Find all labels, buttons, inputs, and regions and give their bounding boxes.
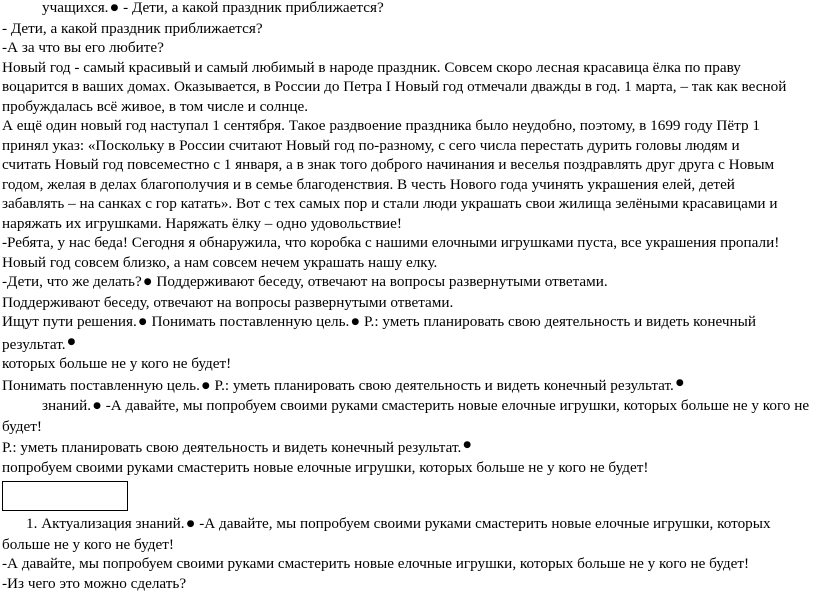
text-line: пробуждалась всё живое, в том числе и солнце. <box>2 97 814 117</box>
text-line <box>2 396 814 417</box>
text-fragment: Понимать поставленную цель. <box>148 313 350 330</box>
text-line: больше не у кого не будет! <box>2 535 814 555</box>
text-fragment: Р.: уметь планировать свою деятельность и видеть конечный <box>360 313 756 330</box>
text-line: принял указ: «Поскольку в России считают Новый год по-разному, с сего числа перестать дурить головы людям и <box>2 136 814 156</box>
bullet-icon: ● <box>351 317 359 327</box>
bullet-icon: ● <box>202 381 210 391</box>
text-fragment: -А давайте, мы попробуем своими руками смастерить новые елочные игрушки, которых больше не у кого не <box>102 397 809 414</box>
text-line <box>2 436 814 458</box>
text-line <box>2 333 814 355</box>
bullet-icon: ● <box>676 378 684 388</box>
text-line: -Ребята, у нас беда! Сегодня я обнаружила, что коробка с нашими елочными игрушками пуста, все украшения пропали! <box>2 233 814 253</box>
text-line <box>2 374 814 397</box>
text-line: Поддерживают беседу, отвечают на вопросы развернутыми ответами. <box>2 293 814 313</box>
text-fragment: Р.: уметь планировать свою деятельность и видеть конечный результат. <box>2 439 461 456</box>
document-body <box>2 0 814 593</box>
text-line <box>2 312 814 333</box>
text-fragment: знаний. <box>42 397 91 414</box>
text-line: -А давайте, мы попробуем своими руками смастерить новые елочные игрушки, которых больше не у кого не будет! <box>2 554 814 574</box>
text-line <box>2 0 814 19</box>
empty-frame <box>2 481 128 511</box>
text-fragment: учащихся. <box>42 0 108 16</box>
text-line: Новый год совсем близко, а нам совсем нечем украшать нашу елку. <box>2 253 814 273</box>
text-fragment: - Дети, а какой праздник приближается? <box>119 0 383 16</box>
text-fragment: Поддерживают беседу, отвечают на вопросы развернутыми ответами. <box>153 273 608 290</box>
bullet-icon: ● <box>68 337 76 347</box>
bullet-icon: ● <box>187 519 195 529</box>
text-line: будет! <box>2 417 814 437</box>
text-line: которых больше не у кого не будет! <box>2 354 814 374</box>
text-line: воцарится в ваших домах. Оказывается, в России до Петра I Новый год отмечали дважды в год. 1 марта, – так как весной <box>2 77 814 97</box>
text-fragment: Р.: уметь планировать свою деятельность и видеть конечный результат. <box>211 377 674 394</box>
text-line: -А за что вы его любите? <box>2 38 814 58</box>
text-line: забавлять – на санках с гор катать». Вот с тех самых пор и стали люди украшать свои жилища зелёными красавицами и <box>2 194 814 214</box>
text-line: Новый год - самый красивый и самый любимый в народе праздник. Совсем скоро лесная красавица ёлка по праву <box>2 58 814 78</box>
text-line: наряжать их игрушками. Наряжать ёлку – одно удовольствие! <box>2 214 814 234</box>
text-fragment: -А давайте, мы попробуем своими руками смастерить новые елочные игрушки, которых <box>195 515 770 532</box>
bullet-icon: ● <box>463 440 471 450</box>
text-line: годом, желая в делах благополучия и в семье благоденствия. В честь Нового года учинять украшения елей, детей <box>2 175 814 195</box>
text-fragment: результат. <box>2 336 66 353</box>
text-line: считать Новый год повсеместно с 1 января, а в знак того доброго начинания и веселья поздравлять друг друга с Новым <box>2 155 814 175</box>
text-line: -Из чего это можно сделать? <box>2 574 814 593</box>
text-fragment: Понимать поставленную цель. <box>2 377 200 394</box>
bullet-icon: ● <box>144 277 152 287</box>
text-fragment: -Дети, что же делать? <box>2 273 142 290</box>
text-fragment: 1. Актуализация знаний. <box>26 515 185 532</box>
text-line: - Дети, а какой праздник приближается? <box>2 19 814 39</box>
bullet-icon: ● <box>110 3 118 13</box>
text-line <box>2 272 814 293</box>
bullet-icon: ● <box>93 401 101 411</box>
bullet-icon: ● <box>139 317 147 327</box>
text-fragment: Ищут пути решения. <box>2 313 137 330</box>
numbered-item <box>2 514 814 535</box>
text-line: попробуем своими руками смастерить новые елочные игрушки, которых больше не у кого не будет! <box>2 458 814 478</box>
text-line: А ещё один новый год наступал 1 сентября. Такое раздвоение праздника было неудобно, поэтому, в 1699 году Пётр 1 <box>2 116 814 136</box>
